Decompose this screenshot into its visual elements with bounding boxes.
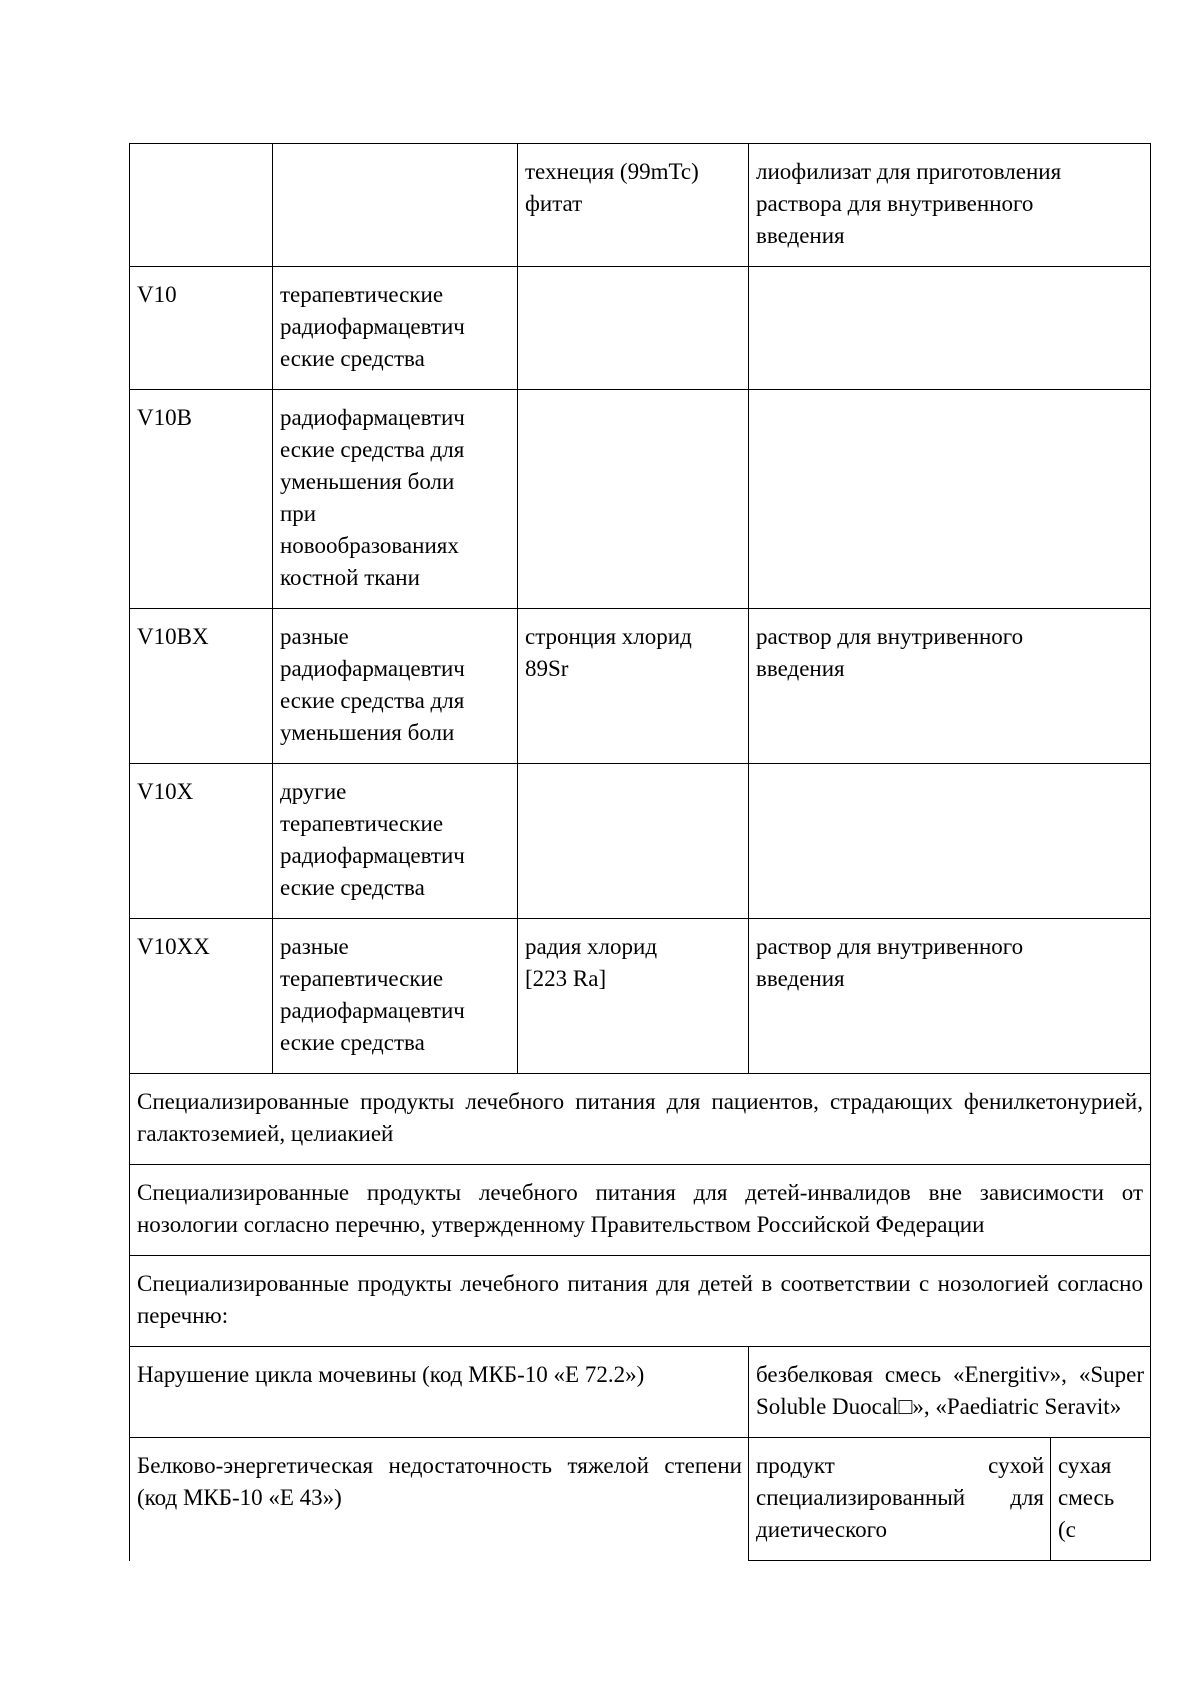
table-row (130, 144, 1151, 267)
condition-cell: Нарушение цикла мочевины (код МКБ-10 «Е 72.2») (130, 1347, 749, 1438)
product-cell-extra (1051, 1438, 1151, 1561)
group-cell (273, 609, 518, 764)
drug-cell (518, 919, 749, 1074)
table-row (130, 609, 1151, 764)
group-cell (273, 267, 518, 390)
form-cell (749, 390, 1151, 609)
atc-code-cell (130, 764, 273, 919)
group-name: терапевтические радиофармацевтич еские средства (280, 282, 465, 371)
nosology-row (130, 1438, 1151, 1561)
atc-code-cell (130, 144, 273, 267)
drug-cell (518, 764, 749, 919)
atc-code-cell (130, 609, 273, 764)
drug-cell (518, 609, 749, 764)
form-cell (749, 144, 1151, 267)
medicines-table (129, 143, 1151, 1561)
form-cell (749, 609, 1151, 764)
section-heading: Специализированные продукты лечебного питания для детей-инвалидов вне зависимости от нозологии согласно перечню, утвержденному Правительством Российской Федерации (130, 1165, 1151, 1256)
group-name: другие терапевтические радиофармацевтич еские средства (280, 779, 465, 900)
group-cell (273, 144, 518, 267)
group-cell (273, 764, 518, 919)
drug-cell (518, 267, 749, 390)
atc-code-cell (130, 267, 273, 390)
drug-name: стронция хлорид 89Sr (525, 624, 692, 681)
section-row (130, 1256, 1151, 1347)
product-form: сухая смесь (с (1058, 1453, 1115, 1542)
table-row (130, 267, 1151, 390)
table-row (130, 764, 1151, 919)
section-heading: Специализированные продукты лечебного питания для детей в соответствии с нозологией согласно перечню: (130, 1256, 1151, 1347)
section-row (130, 1165, 1151, 1256)
atc-code: V10BX (137, 624, 209, 649)
atc-code-cell (130, 919, 273, 1074)
group-name: радиофармацевтич еские средства для уменьшения боли при новообразованиях костной ткани (280, 405, 465, 590)
group-name: разные терапевтические радиофармацевтич еские средства (280, 934, 465, 1055)
group-name: разные радиофармацевтич еские средства для уменьшения боли (280, 624, 465, 745)
group-cell (273, 919, 518, 1074)
table-row (130, 390, 1151, 609)
dosage-form: раствор для внутривенного введения (756, 934, 1024, 991)
atc-code: V10B (137, 405, 192, 430)
nosology-row (130, 1347, 1151, 1438)
drug-cell (518, 390, 749, 609)
atc-code-cell (130, 390, 273, 609)
group-cell (273, 390, 518, 609)
drug-name: технеция (99mTc) фитат (525, 159, 699, 216)
atc-code: V10X (137, 779, 194, 804)
product-cell: продукт сухой специализированный для диетического (749, 1438, 1051, 1561)
atc-code: V10 (137, 282, 177, 307)
table-row (130, 919, 1151, 1074)
form-cell (749, 919, 1151, 1074)
dosage-form: раствор для внутривенного введения (756, 624, 1024, 681)
form-cell (749, 764, 1151, 919)
drug-name: радия хлорид [223 Ra] (525, 934, 658, 991)
atc-code: V10XX (137, 934, 210, 959)
product-cell: безбелковая смесь «Energitiv», «Super Soluble Duocal□», «Paediatric Seravit» (749, 1347, 1151, 1438)
condition-cell: Белково-энергетическая недостаточность тяжелой степени (код МКБ-10 «Е 43») (130, 1438, 749, 1561)
form-cell (749, 267, 1151, 390)
drug-cell (518, 144, 749, 267)
section-heading: Специализированные продукты лечебного питания для пациентов, страдающих фенилкетонурией, галактоземией, целиакией (130, 1074, 1151, 1165)
dosage-form: лиофилизат для приготовления раствора для внутривенного введения (756, 159, 1062, 248)
section-row (130, 1074, 1151, 1165)
